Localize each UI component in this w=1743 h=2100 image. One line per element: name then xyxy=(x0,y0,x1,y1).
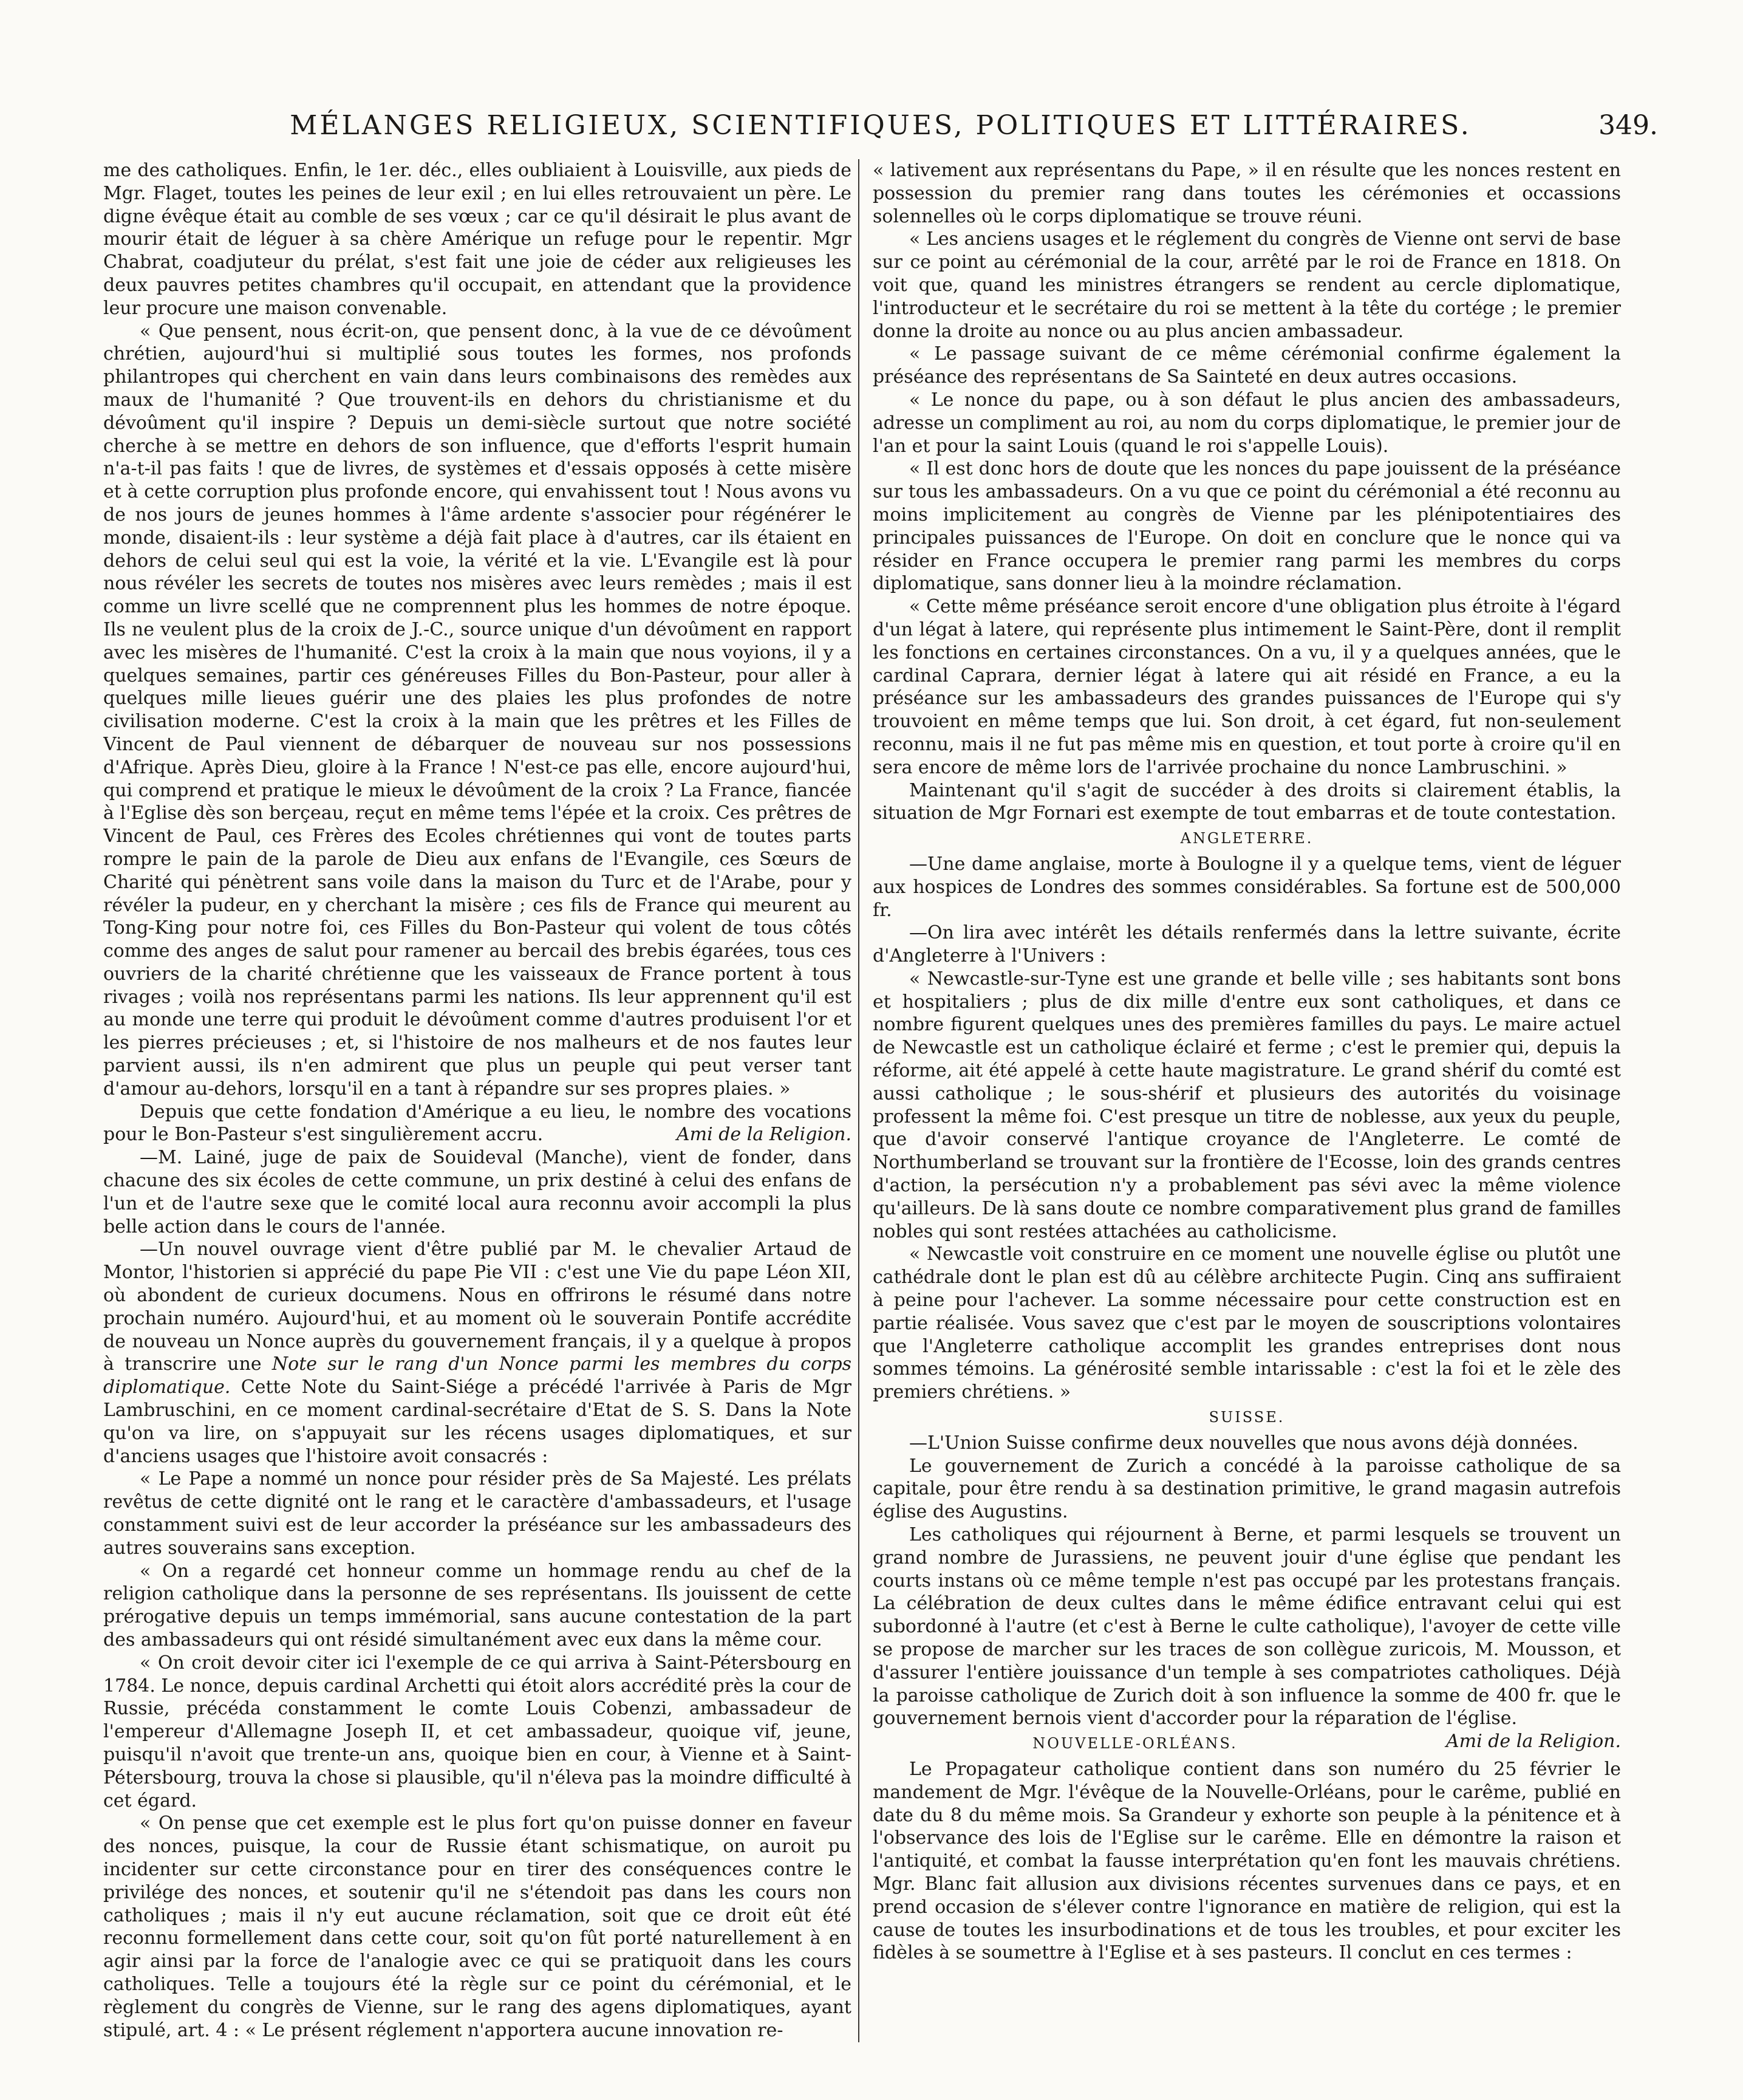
paragraph: « Il est donc hors de doute que les nonces du pape jouissent de la préséance sur tous les ambassadeurs. On a vu que ce point du cérémonial a été reconnu au moins implicitement au congrès de Vienne par les plénipotentiaires des principales puissances de l'Europe. On doit en conclure que le nonce qui va résider en France occupera le premier rang parmi les membres du corps diplomatique, sans donner lieu à la moindre réclamation. xyxy=(873,458,1621,595)
page-number: 349. xyxy=(1598,110,1658,141)
paragraph xyxy=(103,1101,851,1147)
signature: Ami de la Religion. xyxy=(676,1124,851,1146)
paragraph xyxy=(103,1238,851,1468)
paragraph: « Le passage suivant de ce même cérémonial confirme également la préséance des représentans de Sa Sainteté en deux autres occasions. xyxy=(873,343,1621,388)
paragraph: « Le nonce du pape, ou à son défaut le plus ancien des ambassadeurs, adresse un compliment au roi, au nom du corps diplomatique, le premier jour de l'an et pour la saint Louis (quand le roi s'appelle Louis). xyxy=(873,389,1621,457)
paragraph: « Le Pape a nommé un nonce pour résider près de Sa Majesté. Les prélats revêtus de cette dignité ont le rang et le caractère d'ambassadeurs, et l'usage constamment suivi est de leur accorder la préséance sur les ambassadeurs des autres souverains sans exception. xyxy=(103,1468,851,1559)
paragraph: « Cette même préséance seroit encore d'une obligation plus étroite à l'égard d'un légat à latere, qui représente plus intimement le Saint-Père, dont il remplit les fonctions en certaines circonstances. On a vu, il y a quelques années, que le cardinal Caprara, dernier légat à latere qui ait résidé en France, a eu la préséance sur les ambassadeurs des grandes puissances de l'Europe qui s'y trouvoient en même temps que lui. Son droit, à cet égard, fut non-seulement reconnu, mais il ne fut pas même mis en question, et tout porte à croire qu'il en sera encore de même lors de l'arrivée prochaine du nonce Lambruschini. » xyxy=(873,596,1621,778)
paragraph: —M. Lainé, juge de paix de Souideval (Manche), vient de fonder, dans chacune des six écoles de cette commune, un prix destiné à celui des enfans de l'un et de l'autre sexe que le comité local aura reconnu avoir accompli la plus belle action dans le cours de l'année. xyxy=(103,1147,851,1237)
column-divider xyxy=(858,159,859,2042)
section-heading: SUISSE. xyxy=(1209,1409,1285,1426)
paragraph: —L'Union Suisse confirme deux nouvelles que nous avons déjà données. xyxy=(909,1432,1578,1454)
right-column xyxy=(873,159,1621,2042)
paragraph-text: —Un nouvel ouvrage vient d'être publié par M. le chevalier Artaud de Montor, l'historien si apprécié du pape Pie VII : c'est une Vie du pape Léon XII, où abondent de curieux documens. Nous en offrirons le résumé dans notre prochain numéro. Aujourd'hui, et au moment où le souverain Pontife accrédite de nouveau un Nonce auprès du gouvernement français, il y a quelque à propos à transcrire une xyxy=(103,1239,851,1375)
paragraph: —On lira avec intérêt les détails renfermés dans la lettre suivante, écrite d'Angleterre à l'Univers : xyxy=(873,922,1621,967)
running-header xyxy=(103,104,1658,147)
paragraph: « Newcastle-sur-Tyne est une grande et belle ville ; ses habitants sont bons et hospitaliers ; plus de dix mille d'entre eux sont catholiques, et dans ce nombre figurent quelques unes des premières familles du pays. Le maire actuel de Newcastle est un catholique éclairé et ferme ; c'est le premier qui, depuis la réforme, ait été appelé à cette haute magistrature. Le grand shérif du comté est aussi catholique ; le sous-shérif et plusieurs des autorités du voisinage professent la même foi. C'est presque un titre de noblesse, aux yeux du peuple, que d'avoir conservé l'antique croyance de l'Angleterre. Le comté de Northumberland se trouvant sur la frontière de l'Ecosse, loin des grands centres d'action, la persécution n'y a probablement pas sévi avec la même violence qu'ailleurs. De là sans doute ce nombre comparativement plus grand de familles nobles qui sont restées attachées au catholicisme. xyxy=(873,968,1621,1242)
paragraph: « On croit devoir citer ici l'exemple de ce qui arriva à Saint-Pétersbourg en 1784. Le nonce, depuis cardinal Archetti qui étoit alors accrédité près la cour de Russie, précéda constamment le comte Louis Cobenzi, ambassadeur de l'empereur d'Allemagne Joseph II, et cet ambassadeur, quoique vif, jeune, puisqu'il n'avoit que trente-un ans, quoique bien en cour, à Vienne et à Saint-Pétersbourg, trouva la chose si plausible, qu'il n'éleva pas la moindre difficulté à cet égard. xyxy=(103,1652,851,1811)
note-title: Note sur le rang d'un Nonce parmi les membres du corps diplomatique. xyxy=(103,1353,851,1398)
paragraph: « lativement aux représentans du Pape, » il en résulte que les nonces restent en possession du premier rang dans toutes les cérémonies et occassions solennelles où le corps diplomatique se trouve réuni. xyxy=(873,160,1621,227)
paragraph-text: Depuis que cette fondation d'Amérique a eu lieu, le nombre des vocations pour le Bon-Pasteur s'est singulièrement accru. xyxy=(103,1101,851,1146)
paragraph: « Que pensent, nous écrit-on, que pensent donc, à la vue de ce dévoûment chrétien, aujourd'hui si multiplié sous toutes les formes, nos profonds philantropes qui cherchent en vain dans leurs combinaisons des remèdes aux maux de l'humanité ? Que trouvent-ils en dehors du christianisme et du dévoûment qu'il inspire ? Depuis un demi-siècle surtout que notre société cherche à se mettre en dehors de son influence, que d'efforts l'esprit humain n'a-t-il pas faits ! que de livres, de systèmes et d'essais opposés à cette misère et à cette corruption plus profonde encore, qui envahissent tout ! Nous avons vu de nos jours de jeunes hommes à l'âme ardente s'associer pour régénérer le monde, disaient-ils : leur système a déjà fait place à d'autres, car ils étaient en dehors de celui seul qui est la voie, la vérité et la vie. L'Evangile est là pour nous révéler les secrets de toutes nos misères avec leurs remèdes ; mais il est comme un livre scellé que ne comprennent plus les hommes de notre époque. Ils ne veulent plus de la croix de J.-C., source unique d'un dévoûment en rapport avec les misères de l'humanité. C'est la croix à la main que nous voyions, il y a quelques semaines, partir ces généreuses Filles du Bon-Pasteur, pour aller à quelques mille lieues guérir une des plaies les plus profondes de notre civilisation moderne. C'est la croix à la main que les prêtres et les Filles de Vincent de Paul viennent de débarquer de nouveau sur nos possessions d'Afrique. Après Dieu, gloire à la France ! N'est-ce pas elle, encore aujourd'hui, qui comprend et pratique le mieux le dévoûment de la croix ? La France, fiancée à l'Eglise dès son berçeau, reçut en même tems l'épée et la croix. Ces prêtres de Vincent de Paul, ces Frères des Ecoles chrétiennes qui vont de toutes parts rompre le pain de la parole de Dieu aux enfans de l'Evangile, ces Sœurs de Charité qui pénètrent sans voile dans la maison du Turc et de l'Arabe, pour y révéler la pudeur, en y cherchant la misère ; ces fils de France qui meurent au Tong-King pour notre foi, ces Filles du Bon-Pasteur qui volent de tous côtés comme des anges de salut pour ramener au bercail des brebis égarées, tous ces ouvriers de la charité chrétienne que les vaisseaux de France portent à tous rivages ; voilà nos représentans parmi les nations. Ils leur apprennent qu'il est au monde une terre qui produit le dévoûment comme d'autres produisent l'or et les pierres précieuses ; et, si l'histoire de nos malheurs et de nos fautes leur parvient aussi, ils n'en admirent que plus un peuple qui peut verser tant d'amour au-dehors, lorsqu'il en a tant à répandre sur ses propres plaies. » xyxy=(103,320,851,1100)
paragraph: « On a regardé cet honneur comme un hommage rendu au chef de la religion catholique dans la personne de ses représentans. Ils jouissent de cette prérogative depuis un temps immémorial, sans aucune contestation de la part des ambassadeurs qui ont résidé simultanément avec eux dans la même cour. xyxy=(103,1560,851,1650)
left-column xyxy=(103,159,851,2042)
paragraph: « Newcastle voit construire en ce moment une nouvelle église ou plutôt une cathédrale dont le plan est dû au célèbre architecte Pugin. Cinq ans suffiraient à peine pour l'achever. La somme nécessaire pour cette construction est en partie réalisée. Vous savez que c'est par le moyen de souscriptions volontaires que l'Angleterre catholique accomplit les grandes entreprises dont nous sommes témoins. La générosité semble intarissable : c'est la foi et le zèle des premiers chrétiens. » xyxy=(873,1243,1621,1403)
section-heading: NOUVELLE-ORLÉANS. xyxy=(1032,1735,1238,1753)
paragraph: Le Propagateur catholique contient dans son numéro du 25 février le mandement de Mgr. l'évêque de la Nouvelle-Orléans, pour le carême, publié en date du 8 du même mois. Sa Grandeur y exhorte son peuple à la pénitence et à l'observance des lois de l'Eglise sur le carême. Elle en démontre la raison et l'antiquité, et combat la fausse interprétation qu'en font les mauvais chrétiens. Mgr. Blanc fait allusion aux divisions récentes survenues dans ce pays, et en prend occasion de s'élever contre l'ignorance en matière de religion, qui est la cause de toutes les insurbodinations et de tous les troubles, et pour exciter les fidèles à se soumettre à l'Eglise et à ses pasteurs. Il conclut en ces termes : xyxy=(873,1758,1621,1964)
paragraph: me des catholiques. Enfin, le 1er. déc., elles oubliaient à Louisville, aux pieds de Mgr. Flaget, toutes les peines de leur exil ; en lui elles retrouvaient un père. Le digne évêque était au comble de ses vœux ; car ce qu'il désirait le plus avant de mourir était de léguer à sa chère Amérique un refuge pour le repentir. Mgr Chabrat, coadjuteur du prélat, s'est fait une joie de céder aux religieuses les deux pauvres petites chambres qu'il occupait, en attendant que la providence leur procure une maison convenable. xyxy=(103,160,851,319)
paragraph: Le gouvernement de Zurich a concédé à la paroisse catholique de sa capitale, pour être rendu à sa destination primitive, le grand magasin autrefois église des Augustins. xyxy=(873,1455,1621,1523)
section-heading: ANGLETERRE. xyxy=(1180,830,1314,847)
paragraph: —Une dame anglaise, morte à Boulogne il y a quelque tems, vient de léguer aux hospices de Londres des sommes considérables. Sa fortune est de 500,000 fr. xyxy=(873,853,1621,921)
signature: Ami de la Religion. xyxy=(1445,1731,1621,1753)
paragraph: Maintenant qu'il s'agit de succéder à des droits si clairement établis, la situation de Mgr Fornari est exempte de tout embarras et de toute contestation. xyxy=(873,779,1621,824)
paragraph-text: Cette Note du Saint-Siége a précédé l'arrivée à Paris de Mgr Lambruschini, en ce moment cardinal-secrétaire d'Etat de S. S. Dans la Note qu'on va lire, on s'appuyait sur les récens usages diplomatiques, et sur d'anciens usages que l'histoire avoit consacrés : xyxy=(103,1377,851,1467)
paragraph: « Les anciens usages et le réglement du congrès de Vienne ont servi de base sur ce point au cérémonial de la cour, arrêté par le roi de France en 1818. On voit que, quand les ministres étrangers se rendent au cercle diplomatique, l'introducteur et le secrétaire du roi se mettent à la tête du cortége ; le premier donne la droite au nonce ou au plus ancien ambassadeur. xyxy=(873,228,1621,342)
paragraph: « On pense que cet exemple est le plus fort qu'on puisse donner en faveur des nonces, puisque, la cour de Russie étant schismatique, on auroit pu incidenter sur cette circonstance pour en tirer des conséquences contre le privilége des nonces, et soutenir qu'il ne s'étendoit pas dans les cours non catholiques ; mais il n'y eut aucune réclamation, soit que ce droit eût été reconnu formellement dans cette cour, soit qu'on fût porté naturellement à en agir ainsi par la force de l'analogie avec ce qui se pratiquoit dans les cours catholiques. Telle a toujours été la règle sur ce point du cérémonial, et le règlement du congrès de Vienne, sur le rang des agens diplomatiques, ayant stipulé, art. 4 : « Le présent réglement n'apportera aucune innovation re- xyxy=(103,1813,851,2041)
running-title: MÉLANGES RELIGIEUX, SCIENTIFIQUES, POLITIQUES ET LITTÉRAIRES. xyxy=(290,110,1472,141)
paragraph-text: Les catholiques qui réjournent à Berne, et parmi lesquels se trouvent un grand nombre de Jurassiens, ne peuvent jouir d'une église que pendant les courts instans où ce même temple n'est pas occupé par les protestans français. La célébration de deux cultes dans le même édifice entravant celui qui est subordonné à l'autre (et c'est à Berne le culte catholique), l'avoyer de cette ville se propose de marcher sur les traces de son collègue zuricois, M. Mousson, et d'assurer l'entière jouissance d'un temple à ses compatriotes catholiques. Déjà la paroisse catholique de Zurich doit à son influence la somme de 400 fr. que le gouvernement bernois vient d'accorder pour la réparation de l'église. xyxy=(873,1524,1621,1729)
